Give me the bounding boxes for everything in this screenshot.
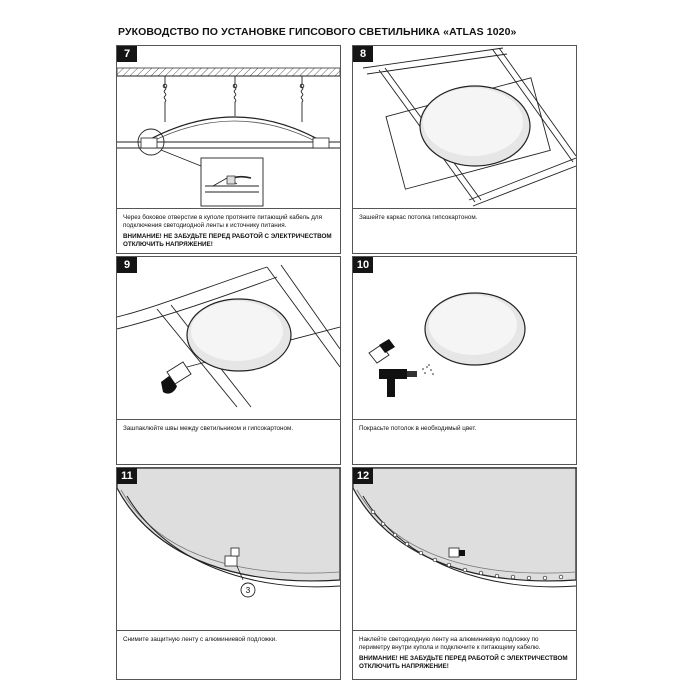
panel-divider	[353, 208, 576, 209]
panel-divider	[117, 208, 340, 209]
step-number: 11	[117, 468, 137, 484]
step-9-caption	[123, 425, 333, 433]
spray-gun-icon	[379, 364, 434, 397]
spatula-icon	[161, 362, 191, 394]
step-11-illustration	[117, 468, 340, 630]
step-7-panel	[116, 45, 341, 254]
step-11-caption	[123, 636, 333, 644]
step-11-panel	[116, 467, 341, 680]
panel-divider	[117, 630, 340, 631]
step-7-text: Через боковое отверстие в куполе протяните питающий кабель для подключения светодиодной ленты к источнику питания.	[123, 214, 323, 229]
step-10-text: Покрасьте потолок в необходимый цвет.	[359, 425, 477, 432]
step-9-panel	[116, 256, 341, 465]
step-9-illustration	[117, 257, 340, 419]
panel-divider	[353, 630, 576, 631]
step-7-illustration	[117, 46, 340, 208]
step-number: 9	[117, 257, 137, 273]
step-12-panel	[352, 467, 577, 680]
panel-divider	[117, 419, 340, 420]
step-12-text: Наклейте светодиодную ленту на алюминиевую подложку по периметру внутри купола и подключите к питающему кабелю.	[359, 636, 541, 651]
step-8-caption	[359, 214, 569, 222]
step-8-illustration	[353, 46, 576, 208]
step-10-illustration	[353, 257, 576, 419]
step-12-illustration	[353, 468, 576, 630]
step-number: 12	[353, 468, 373, 484]
step-9-text: Зашпаклюйте швы между светильником и гипсокартоном.	[123, 425, 294, 432]
callout-label: 3	[245, 586, 251, 595]
step-7-caption	[123, 214, 333, 249]
step-10-panel	[352, 256, 577, 465]
step-7-warning: ВНИМАНИЕ! НЕ ЗАБУДЬТЕ ПЕРЕД РАБОТОЙ С ЭЛЕКТРИЧЕСТВОМ ОТКЛЮЧИТЬ НАПРЯЖЕНИЕ!	[123, 233, 332, 248]
step-8-text: Зашейте каркас потолка гипсокартоном.	[359, 214, 478, 221]
step-number: 7	[117, 46, 137, 62]
step-number: 8	[353, 46, 373, 62]
step-8-panel	[352, 45, 577, 254]
step-10-caption	[359, 425, 569, 433]
page-title: РУКОВОДСТВО ПО УСТАНОВКЕ ГИПСОВОГО СВЕТИЛЬНИКА «ATLAS 1020»	[118, 26, 517, 38]
step-12-caption	[359, 636, 569, 671]
step-12-warning: ВНИМАНИЕ! НЕ ЗАБУДЬТЕ ПЕРЕД РАБОТОЙ С ЭЛЕКТРИЧЕСТВОМ ОТКЛЮЧИТЬ НАПРЯЖЕНИЕ!	[359, 655, 568, 670]
step-number: 10	[353, 257, 373, 273]
step-11-text: Снимите защитную ленту с алюминиевой подложки.	[123, 636, 277, 643]
brush-icon	[369, 339, 395, 363]
panel-divider	[353, 419, 576, 420]
